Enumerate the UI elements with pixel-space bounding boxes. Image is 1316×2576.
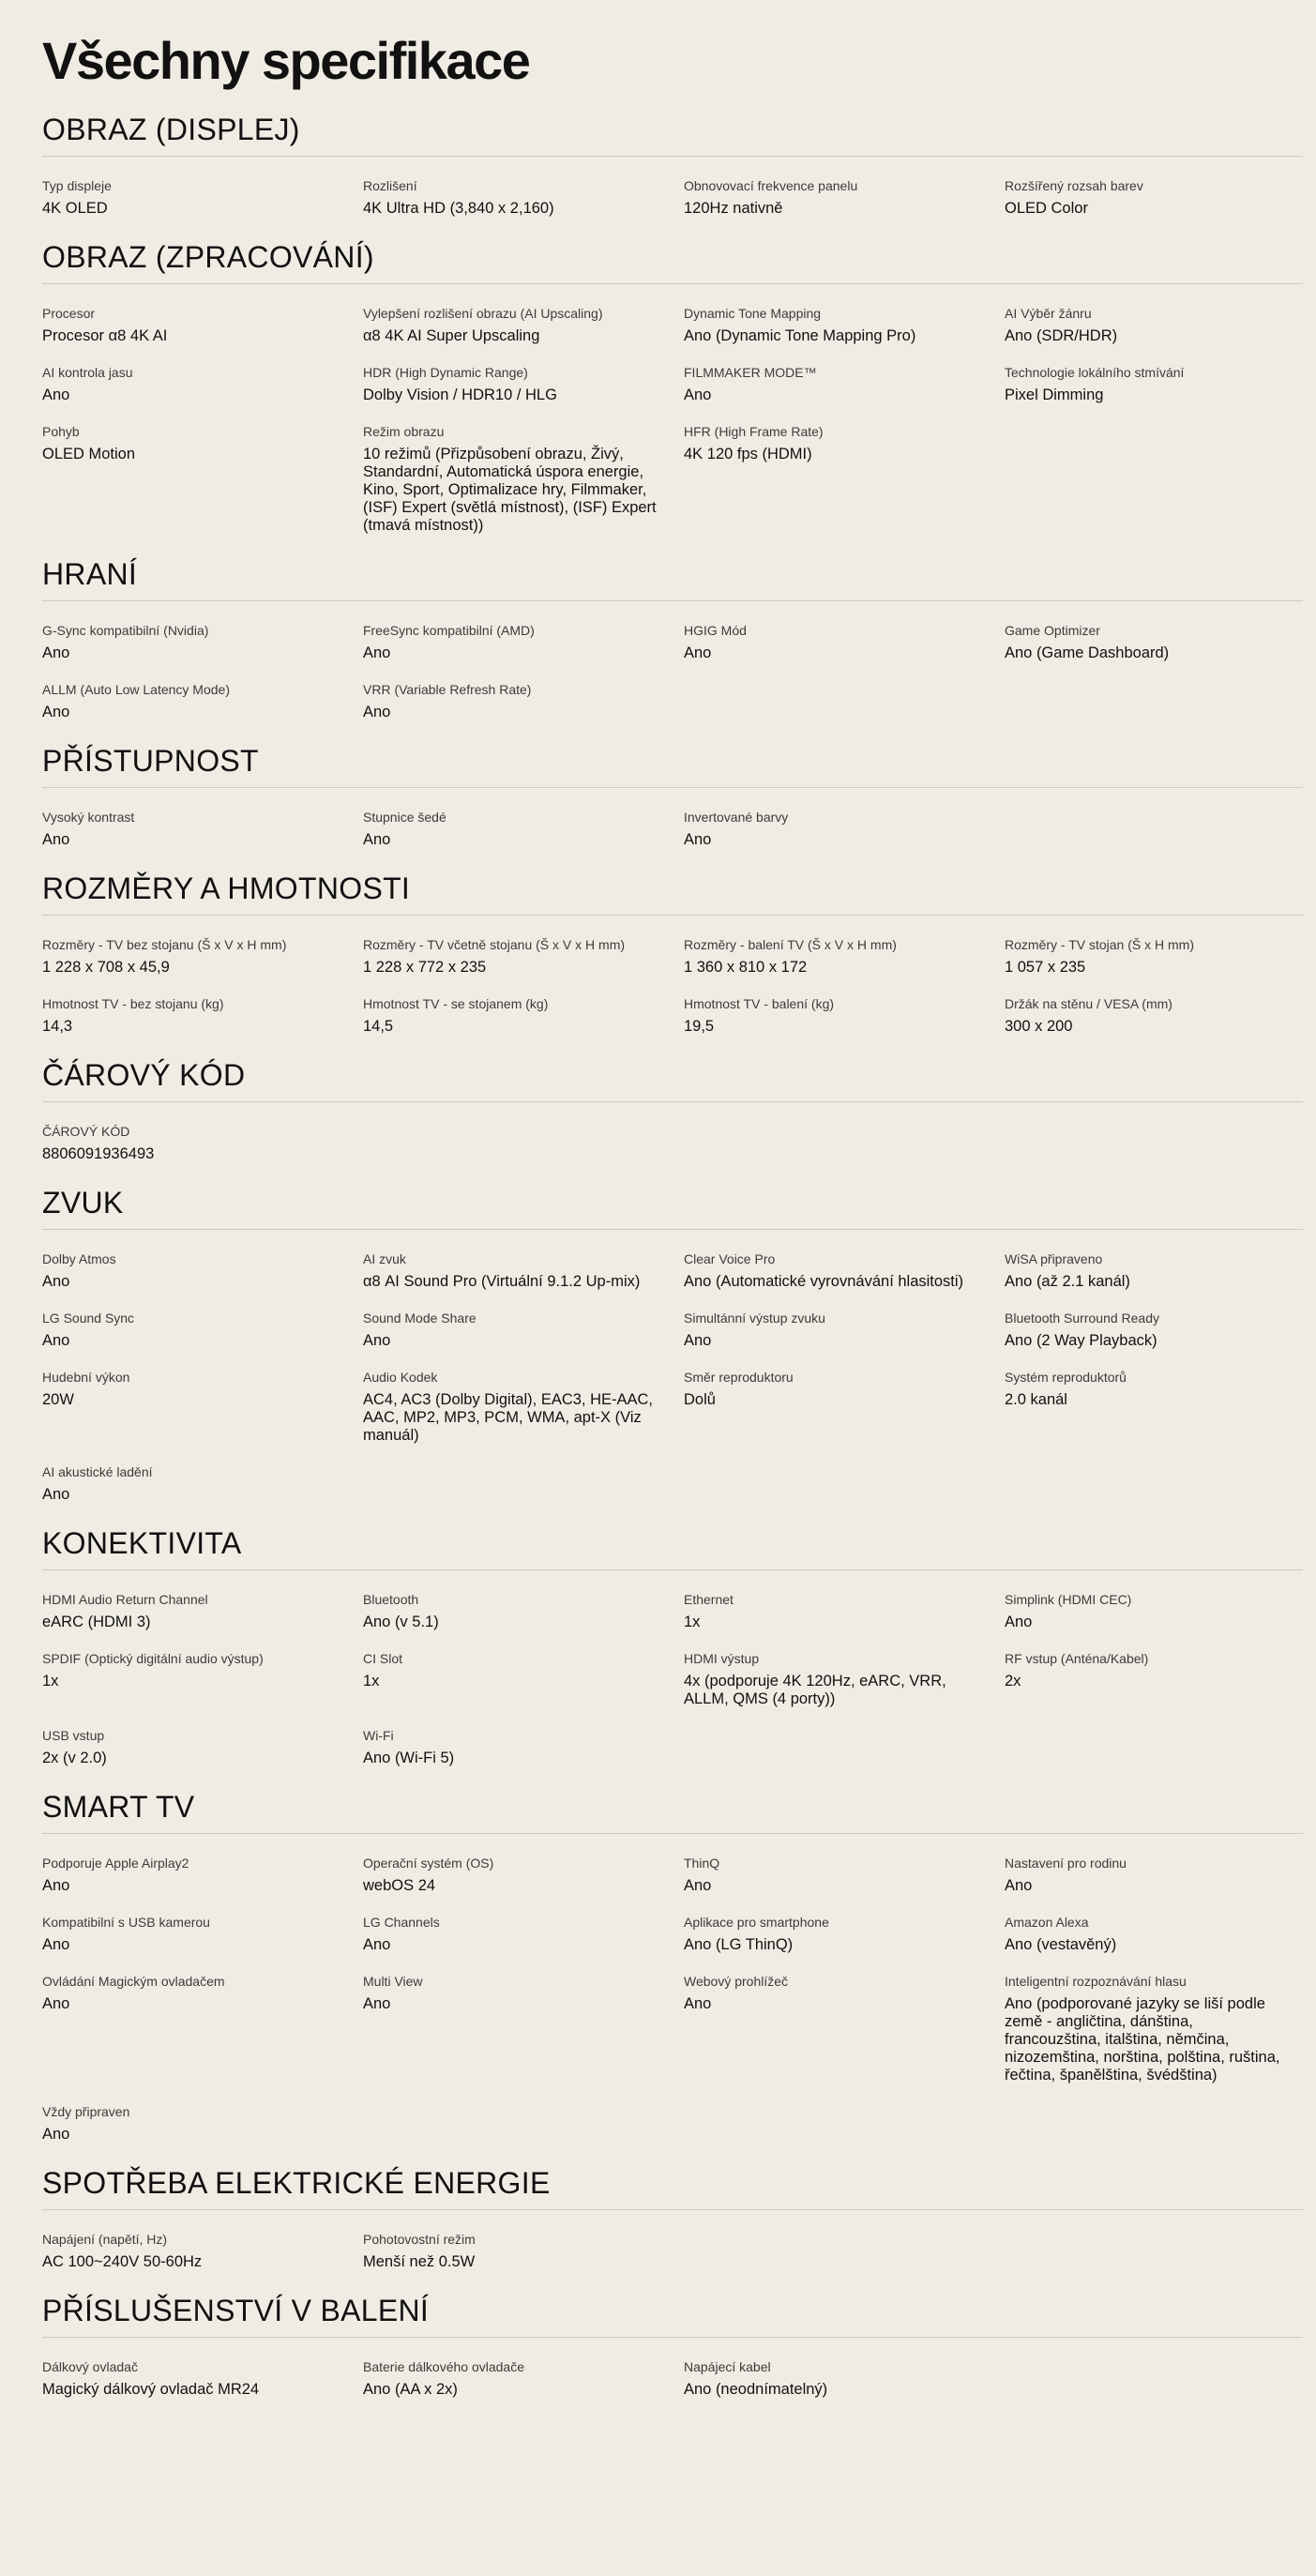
spec-item <box>42 681 363 721</box>
spec-item <box>684 1973 1005 2084</box>
spec-value: Ano <box>1005 1877 1033 1894</box>
spec-item <box>42 1310 363 1350</box>
spec-value: Ano (až 2.1 kanál) <box>1005 1273 1130 1290</box>
spec-label: Rozměry - balení TV (Š x V x H mm) <box>684 937 897 952</box>
spec-item <box>363 364 684 404</box>
spec-item <box>1005 1250 1309 1291</box>
spec-label: Invertované barvy <box>684 810 789 825</box>
spec-item <box>42 936 363 977</box>
spec-item <box>363 1650 684 1708</box>
spec-label: RF vstup (Anténa/Kabel) <box>1005 1651 1149 1666</box>
spec-label: Simplink (HDMI CEC) <box>1005 1592 1132 1607</box>
spec-label: FILMMAKER MODE™ <box>684 365 817 380</box>
spec-label: Kompatibilní s USB kamerou <box>42 1915 210 1930</box>
section-title: SMART TV <box>42 1788 1303 1834</box>
spec-label: Napájecí kabel <box>684 2359 771 2374</box>
spec-label: AI akustické ladění <box>42 1464 153 1479</box>
spec-label: G-Sync kompatibilní (Nvidia) <box>42 623 209 638</box>
spec-label: Webový prohlížeč <box>684 1974 789 1989</box>
spec-label: Směr reproduktoru <box>684 1370 794 1385</box>
spec-grid <box>42 1230 1303 1504</box>
spec-value: Dolů <box>684 1391 716 1408</box>
spec-value: Ano <box>363 831 391 848</box>
spec-section <box>42 2292 1303 2399</box>
spec-value: Ano <box>42 704 70 720</box>
spec-value: Ano (AA x 2x) <box>363 2381 458 2398</box>
spec-label: Clear Voice Pro <box>684 1251 776 1266</box>
spec-item <box>684 177 1005 218</box>
spec-value: Ano (vestavěný) <box>1005 1936 1117 1953</box>
spec-item <box>1005 1855 1309 1895</box>
spec-value: Ano (neodnímatelný) <box>684 2381 828 2398</box>
spec-label: Vysoký kontrast <box>42 810 135 825</box>
spec-item <box>363 1310 684 1350</box>
spec-item <box>42 305 363 345</box>
spec-label: LG Sound Sync <box>42 1311 135 1326</box>
spec-item <box>1005 1591 1309 1631</box>
spec-section <box>42 1056 1303 1163</box>
spec-value: Ano <box>42 644 70 661</box>
spec-label: Napájení (napětí, Hz) <box>42 2232 168 2247</box>
spec-label: Dolby Atmos <box>42 1251 116 1266</box>
spec-label: Bluetooth Surround Ready <box>1005 1311 1159 1326</box>
spec-label: ALLM (Auto Low Latency Mode) <box>42 682 230 697</box>
spec-value: 4K 120 fps (HDMI) <box>684 446 812 462</box>
spec-item <box>1005 1973 1309 2084</box>
spec-item <box>42 177 363 218</box>
spec-label: Hudební výkon <box>42 1370 130 1385</box>
spec-item <box>684 423 1005 535</box>
spec-value: 2x (v 2.0) <box>42 1750 107 1766</box>
spec-value: 1 057 x 235 <box>1005 959 1086 976</box>
spec-item <box>42 2103 363 2144</box>
spec-label: Obnovovací frekvence panelu <box>684 178 858 193</box>
spec-section <box>42 2164 1303 2271</box>
spec-item <box>1005 1650 1309 1708</box>
spec-value: Ano (SDR/HDR) <box>1005 327 1118 344</box>
spec-item <box>1005 995 1309 1036</box>
spec-value: Procesor α8 4K AI <box>42 327 168 344</box>
spec-label: Baterie dálkového ovladače <box>363 2359 525 2374</box>
spec-label: Typ displeje <box>42 178 112 193</box>
spec-item <box>42 1914 363 1954</box>
spec-section <box>42 555 1303 721</box>
spec-label: Vylepšení rozlišení obrazu (AI Upscaling) <box>363 306 603 321</box>
spec-value: 2x <box>1005 1673 1021 1690</box>
spec-value: Ano <box>42 1332 70 1349</box>
section-title: ZVUK <box>42 1184 1303 1230</box>
spec-value: 10 režimů (Přizpůsobení obrazu, Živý, Standardní, Automatická úspora energie, Kino, Sport, Optimalizace hry, Filmmaker, (ISF) Expert (světlá místnost), (ISF) Expert (tmavá místnost)) <box>363 446 657 534</box>
spec-value: Ano <box>684 644 712 661</box>
spec-section <box>42 870 1303 1036</box>
spec-grid <box>42 916 1303 1036</box>
spec-value: 14,5 <box>363 1018 394 1035</box>
spec-value: 4x (podporuje 4K 120Hz, eARC, VRR, ALLM, QMS (4 porty)) <box>684 1673 946 1707</box>
spec-value: webOS 24 <box>363 1877 436 1894</box>
section-title: ROZMĚRY A HMOTNOSTI <box>42 870 1303 916</box>
spec-grid <box>42 2210 1303 2271</box>
spec-label: WiSA připraveno <box>1005 1251 1103 1266</box>
spec-label: USB vstup <box>42 1728 105 1743</box>
spec-item <box>363 809 684 849</box>
spec-item <box>42 1591 363 1631</box>
spec-value: 1x <box>684 1614 701 1630</box>
spec-label: Režim obrazu <box>363 424 445 439</box>
spec-value: Ano <box>42 1936 70 1953</box>
spec-value: 300 x 200 <box>1005 1018 1073 1035</box>
spec-grid <box>42 601 1303 721</box>
spec-label: CI Slot <box>363 1651 403 1666</box>
spec-label: HDMI výstup <box>684 1651 760 1666</box>
spec-item <box>684 1310 1005 1350</box>
spec-value: Ano <box>1005 1614 1033 1630</box>
spec-value: OLED Color <box>1005 200 1088 217</box>
spec-section <box>42 111 1303 218</box>
spec-item <box>42 622 363 662</box>
spec-label: Procesor <box>42 306 96 321</box>
spec-label: Dynamic Tone Mapping <box>684 306 822 321</box>
spec-item <box>363 1727 684 1767</box>
spec-item <box>684 1369 1005 1445</box>
spec-item <box>363 1591 684 1631</box>
section-title: KONEKTIVITA <box>42 1524 1303 1570</box>
spec-value: Ano <box>42 1486 70 1503</box>
spec-value: Ano <box>42 831 70 848</box>
spec-item <box>42 1250 363 1291</box>
spec-label: Wi-Fi <box>363 1728 394 1743</box>
spec-value: Ano (Automatické vyrovnávání hlasitosti) <box>684 1273 964 1290</box>
spec-value: Ano <box>684 1877 712 1894</box>
spec-grid <box>42 2338 1303 2399</box>
spec-value: 19,5 <box>684 1018 715 1035</box>
spec-value: Ano (2 Way Playback) <box>1005 1332 1157 1349</box>
spec-label: HGIG Mód <box>684 623 747 638</box>
spec-grid <box>42 788 1303 849</box>
spec-label: AI Výběr žánru <box>1005 306 1092 321</box>
spec-value: Ano <box>684 386 712 403</box>
spec-item <box>684 809 1005 849</box>
spec-label: Vždy připraven <box>42 2104 130 2119</box>
section-title: OBRAZ (DISPLEJ) <box>42 111 1303 157</box>
spec-value: Ano <box>42 1273 70 1290</box>
spec-item <box>1005 177 1309 218</box>
spec-grid <box>42 157 1303 218</box>
spec-value: Ano (Wi-Fi 5) <box>363 1750 455 1766</box>
spec-value: AC 100~240V 50-60Hz <box>42 2253 203 2270</box>
spec-value: 1 228 x 708 x 45,9 <box>42 959 170 976</box>
spec-label: Multi View <box>363 1974 423 1989</box>
spec-item <box>42 809 363 849</box>
spec-item <box>363 622 684 662</box>
spec-item <box>684 2358 1005 2399</box>
spec-item <box>684 936 1005 977</box>
spec-label: Systém reproduktorů <box>1005 1370 1127 1385</box>
spec-section <box>42 742 1303 849</box>
spec-value: Ano (v 5.1) <box>363 1614 439 1630</box>
spec-label: Pohyb <box>42 424 80 439</box>
section-title: PŘÍSLUŠENSTVÍ V BALENÍ <box>42 2292 1303 2338</box>
spec-label: Hmotnost TV - balení (kg) <box>684 996 835 1011</box>
spec-label: ČÁROVÝ KÓD <box>42 1124 130 1139</box>
spec-value: 2.0 kanál <box>1005 1391 1067 1408</box>
spec-value: α8 4K AI Super Upscaling <box>363 327 540 344</box>
section-title: OBRAZ (ZPRACOVÁNÍ) <box>42 238 1303 284</box>
spec-sections <box>42 111 1303 2399</box>
spec-item <box>363 423 684 535</box>
spec-label: HDR (High Dynamic Range) <box>363 365 528 380</box>
spec-value: Ano <box>363 644 391 661</box>
spec-label: Ovládání Magickým ovladačem <box>42 1974 225 1989</box>
spec-item <box>42 423 363 535</box>
spec-item <box>363 681 684 721</box>
spec-item <box>42 364 363 404</box>
spec-label: Amazon Alexa <box>1005 1915 1089 1930</box>
spec-item <box>684 1855 1005 1895</box>
spec-section <box>42 1524 1303 1767</box>
spec-item <box>684 1250 1005 1291</box>
spec-value: 20W <box>42 1391 74 1408</box>
spec-item <box>684 1914 1005 1954</box>
spec-label: VRR (Variable Refresh Rate) <box>363 682 532 697</box>
spec-label: Simultánní výstup zvuku <box>684 1311 825 1326</box>
spec-item <box>684 364 1005 404</box>
spec-label: HFR (High Frame Rate) <box>684 424 824 439</box>
spec-section <box>42 238 1303 535</box>
spec-value: Ano (podporované jazyky se liší podle země - angličtina, dánština, francouzština, italština, němčina, nizozemština, norština, polština, ruština, řečtina, španělština, švédština) <box>1005 1995 1280 2084</box>
spec-item <box>363 1914 684 1954</box>
spec-value: 1 228 x 772 x 235 <box>363 959 487 976</box>
spec-value: 4K OLED <box>42 200 108 217</box>
spec-item <box>1005 305 1309 345</box>
spec-item <box>42 1973 363 2084</box>
spec-item <box>42 1369 363 1445</box>
spec-label: AI kontrola jasu <box>42 365 133 380</box>
spec-section <box>42 1184 1303 1504</box>
spec-item <box>363 1973 684 2084</box>
spec-value: 1x <box>363 1673 380 1690</box>
spec-value: Ano <box>42 386 70 403</box>
spec-section <box>42 1788 1303 2144</box>
spec-item <box>363 1855 684 1895</box>
spec-item <box>42 2358 363 2399</box>
spec-value: 1x <box>42 1673 59 1690</box>
spec-label: AI zvuk <box>363 1251 406 1266</box>
spec-item <box>1005 364 1309 404</box>
spec-label: Hmotnost TV - bez stojanu (kg) <box>42 996 224 1011</box>
spec-label: Hmotnost TV - se stojanem (kg) <box>363 996 549 1011</box>
spec-item <box>363 177 684 218</box>
spec-item <box>684 622 1005 662</box>
spec-value: Dolby Vision / HDR10 / HLG <box>363 386 557 403</box>
spec-item <box>363 2358 684 2399</box>
spec-item <box>684 995 1005 1036</box>
spec-label: Stupnice šedé <box>363 810 446 825</box>
spec-label: Rozměry - TV včetně stojanu (Š x V x H mm) <box>363 937 626 952</box>
spec-value: 4K Ultra HD (3,840 x 2,160) <box>363 200 554 217</box>
spec-value: Menší než 0.5W <box>363 2253 476 2270</box>
spec-item <box>684 1591 1005 1631</box>
spec-label: ThinQ <box>684 1856 720 1871</box>
spec-label: Nastavení pro rodinu <box>1005 1856 1127 1871</box>
spec-label: HDMI Audio Return Channel <box>42 1592 208 1607</box>
spec-value: Ano <box>42 1877 70 1894</box>
spec-label: Rozměry - TV stojan (Š x H mm) <box>1005 937 1194 952</box>
spec-item <box>1005 1369 1309 1445</box>
spec-label: Technologie lokálního stmívání <box>1005 365 1185 380</box>
spec-item <box>42 995 363 1036</box>
spec-item <box>363 2231 684 2271</box>
spec-value: 120Hz nativně <box>684 200 783 217</box>
spec-grid <box>42 1102 1303 1163</box>
spec-grid <box>42 284 1303 535</box>
spec-label: Držák na stěnu / VESA (mm) <box>1005 996 1172 1011</box>
spec-value: Ano <box>363 1332 391 1349</box>
spec-grid <box>42 1570 1303 1767</box>
spec-item <box>42 2231 363 2271</box>
spec-label: Operační systém (OS) <box>363 1856 494 1871</box>
spec-value: Ano (Game Dashboard) <box>1005 644 1170 661</box>
spec-item <box>1005 622 1309 662</box>
spec-value: eARC (HDMI 3) <box>42 1614 151 1630</box>
spec-value: 14,3 <box>42 1018 73 1035</box>
spec-item <box>42 1650 363 1708</box>
spec-value: Ano <box>363 1995 391 2012</box>
spec-value: Ano <box>684 1332 712 1349</box>
spec-item <box>363 305 684 345</box>
spec-value: α8 AI Sound Pro (Virtuální 9.1.2 Up-mix) <box>363 1273 641 1290</box>
spec-label: LG Channels <box>363 1915 440 1930</box>
spec-label: Ethernet <box>684 1592 734 1607</box>
spec-label: Aplikace pro smartphone <box>684 1915 829 1930</box>
spec-label: Bluetooth <box>363 1592 419 1607</box>
spec-value: Pixel Dimming <box>1005 386 1104 403</box>
spec-value: OLED Motion <box>42 446 136 462</box>
spec-value: Ano <box>363 1936 391 1953</box>
spec-item <box>363 1369 684 1445</box>
spec-item <box>684 1650 1005 1708</box>
section-title: ČÁROVÝ KÓD <box>42 1056 1303 1102</box>
section-title: HRANÍ <box>42 555 1303 601</box>
spec-item <box>42 1463 363 1504</box>
spec-item <box>1005 936 1309 977</box>
spec-grid <box>42 1834 1303 2144</box>
spec-value: Ano (Dynamic Tone Mapping Pro) <box>684 327 916 344</box>
spec-value: Ano <box>42 2126 70 2143</box>
spec-value: 8806091936493 <box>42 1145 155 1162</box>
spec-item <box>363 936 684 977</box>
spec-label: Pohotovostní režim <box>363 2232 476 2247</box>
spec-item <box>684 305 1005 345</box>
spec-value: 1 360 x 810 x 172 <box>684 959 808 976</box>
spec-label: Audio Kodek <box>363 1370 438 1385</box>
page-title: Všechny specifikace <box>42 31 530 90</box>
spec-item <box>42 1727 363 1767</box>
spec-label: FreeSync kompatibilní (AMD) <box>363 623 535 638</box>
spec-label: Sound Mode Share <box>363 1311 476 1326</box>
spec-item <box>42 1855 363 1895</box>
spec-label: Rozlišení <box>363 178 417 193</box>
spec-item <box>1005 1914 1309 1954</box>
spec-label: Rozšířený rozsah barev <box>1005 178 1143 193</box>
spec-value: Ano <box>42 1995 70 2012</box>
spec-item <box>363 995 684 1036</box>
section-title: SPOTŘEBA ELEKTRICKÉ ENERGIE <box>42 2164 1303 2210</box>
spec-label: Dálkový ovladač <box>42 2359 138 2374</box>
spec-item <box>42 1123 363 1163</box>
spec-value: Magický dálkový ovladač MR24 <box>42 2381 260 2398</box>
spec-label: SPDIF (Optický digitální audio výstup) <box>42 1651 264 1666</box>
spec-label: Inteligentní rozpoznávání hlasu <box>1005 1974 1187 1989</box>
spec-item <box>363 1250 684 1291</box>
spec-value: Ano (LG ThinQ) <box>684 1936 794 1953</box>
spec-value: AC4, AC3 (Dolby Digital), EAC3, HE-AAC, AAC, MP2, MP3, PCM, WMA, apt-X (Viz manuál) <box>363 1391 654 1444</box>
spec-label: Podporuje Apple Airplay2 <box>42 1856 189 1871</box>
spec-item <box>1005 1310 1309 1350</box>
spec-value: Ano <box>684 1995 712 2012</box>
spec-value: Ano <box>363 704 391 720</box>
spec-value: Ano <box>684 831 712 848</box>
section-title: PŘÍSTUPNOST <box>42 742 1303 788</box>
spec-label: Game Optimizer <box>1005 623 1100 638</box>
spec-label: Rozměry - TV bez stojanu (Š x V x H mm) <box>42 937 287 952</box>
